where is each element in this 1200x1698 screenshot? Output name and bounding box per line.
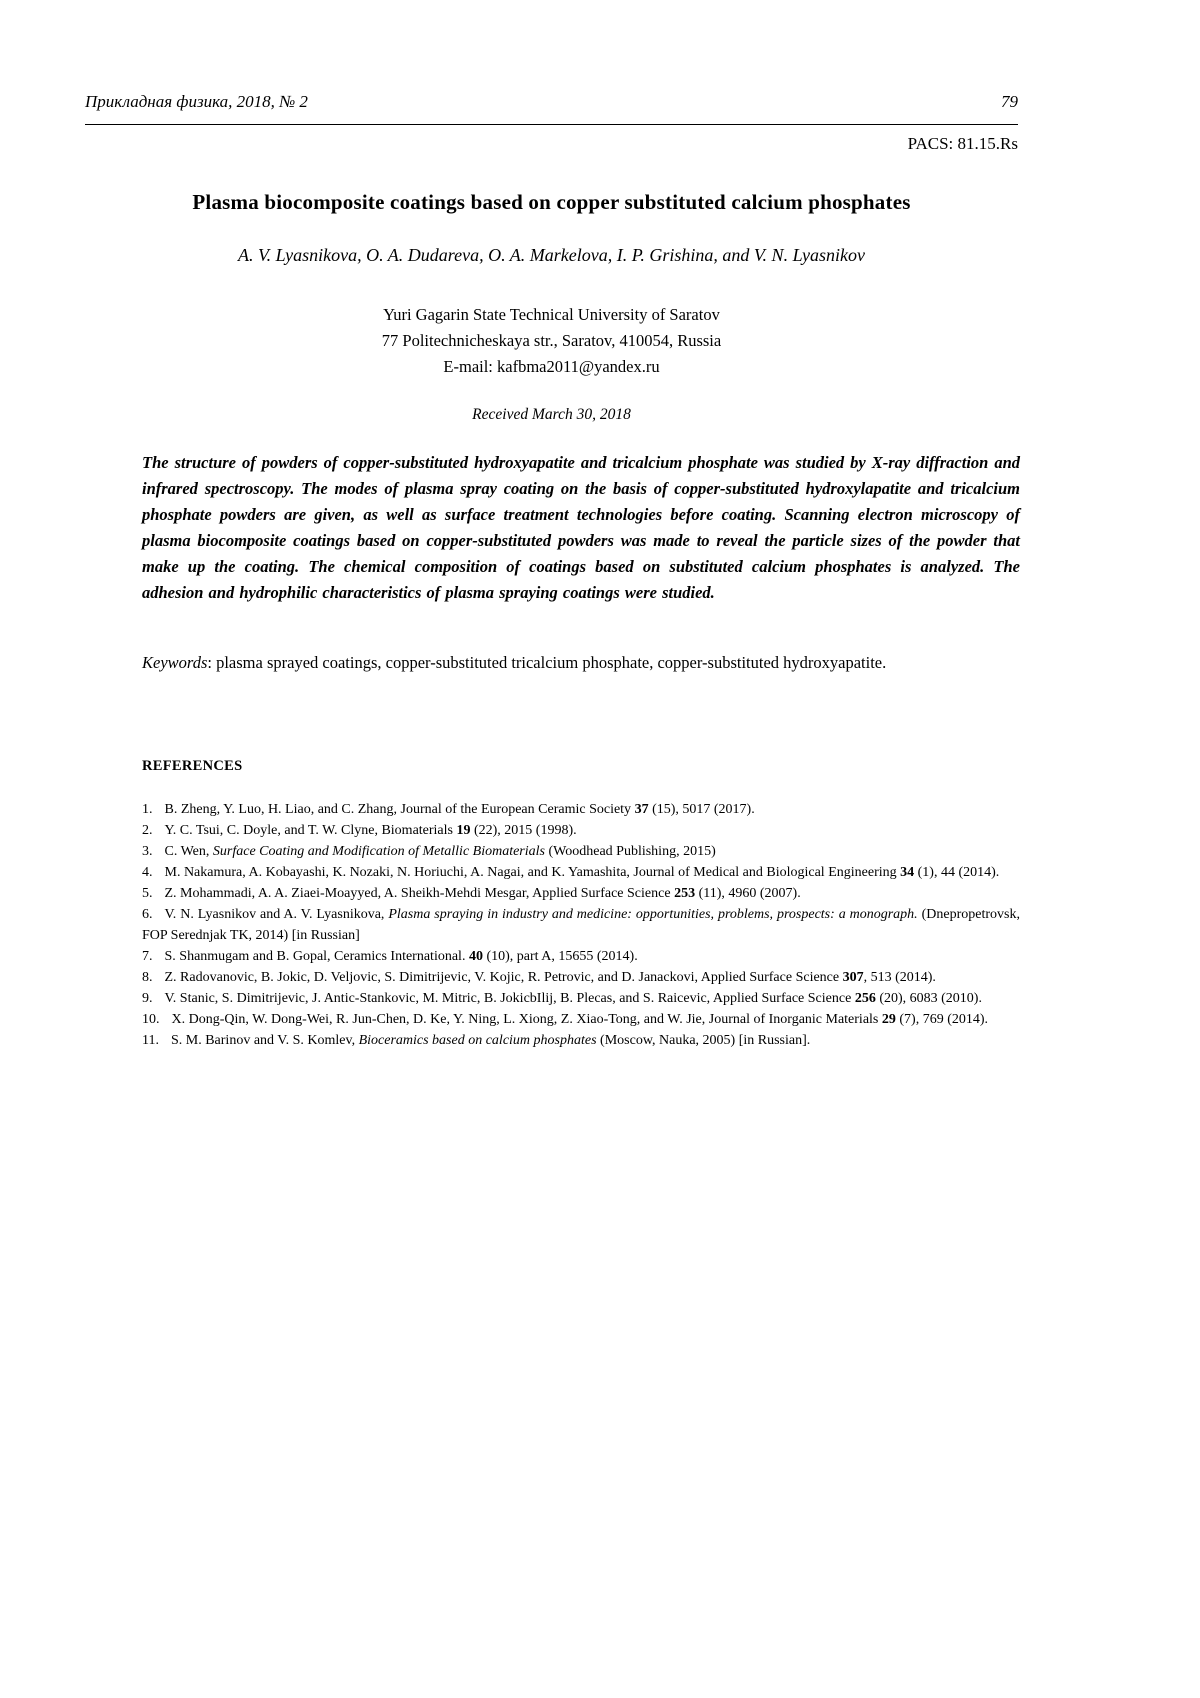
reference-text-segment: (1), 44 (2014). xyxy=(914,865,1000,880)
references-heading: REFERENCES xyxy=(142,758,243,774)
references-list xyxy=(142,799,1020,1051)
reference-number: 7. xyxy=(142,949,153,964)
reference-number: 8. xyxy=(142,970,153,985)
authors-line: A. V. Lyasnikova, O. A. Dudareva, O. A. Markelova, I. P. Grishina, and V. N. Lyasnikov xyxy=(237,245,866,265)
keywords-paragraph xyxy=(142,650,1020,676)
reference-text-segment: 19 xyxy=(456,823,471,838)
reference-text-segment: (10), part A, 15655 (2014). xyxy=(482,949,638,964)
reference-text-segment: (15), 5017 (2017). xyxy=(648,802,755,817)
reference-text-segment: 256 xyxy=(854,991,876,1006)
reference-number: 6. xyxy=(142,907,153,922)
reference-text-segment: (Moscow, Nauka, 2005) [in Russian]. xyxy=(596,1033,811,1048)
reference-item xyxy=(142,841,1020,862)
reference-number: 9. xyxy=(142,991,153,1006)
reference-text-segment: 37 xyxy=(634,802,649,817)
reference-text-segment: , 513 (2014). xyxy=(863,970,936,985)
reference-text-segment: Bioceramics based on calcium phosphates xyxy=(358,1033,597,1048)
reference-text-segment: X. Dong-Qin, W. Dong-Wei, R. Jun-Chen, D. Ke, Y. Ning, L. Xiong, Z. Xiao-Tong, and W. Jie, Journal of Inorganic Materials xyxy=(171,1012,882,1027)
affiliation-block xyxy=(85,302,1018,380)
page-number: 79 xyxy=(1001,92,1018,111)
pacs-code: PACS: 81.15.Rs xyxy=(907,134,1018,153)
references-section xyxy=(142,758,1020,1051)
reference-item xyxy=(142,1030,1020,1051)
reference-item xyxy=(142,946,1020,967)
reference-item xyxy=(142,799,1020,820)
reference-text-segment: S. M. Barinov and V. S. Komlev, xyxy=(170,1033,359,1048)
reference-text-segment: B. Zheng, Y. Luo, H. Liao, and C. Zhang, Journal of the European Ceramic Society xyxy=(164,802,635,817)
reference-item xyxy=(142,967,1020,988)
reference-text-segment: C. Wen, xyxy=(164,844,213,859)
affiliation-email: E-mail: kafbma2011@yandex.ru xyxy=(443,357,660,376)
received-date: Received March 30, 2018 xyxy=(472,406,631,423)
reference-text-segment: V. N. Lyasnikov and A. V. Lyasnikova, xyxy=(164,907,389,922)
reference-item xyxy=(142,904,1020,946)
reference-text-segment: V. Stanic, S. Dimitrijevic, J. Antic-Stankovic, M. Mitric, B. JokicbIlij, B. Plecas, and S. Raicevic, Applied Surface Science xyxy=(164,991,855,1006)
reference-number: 4. xyxy=(142,865,153,880)
affiliation-institution: Yuri Gagarin State Technical University of Saratov xyxy=(383,305,720,324)
reference-text-segment: 253 xyxy=(674,886,696,901)
header-rule xyxy=(85,124,1018,125)
reference-text-segment: (20), 6083 (2010). xyxy=(875,991,982,1006)
reference-text-segment: Z. Mohammadi, A. A. Ziaei-Moayyed, A. Sheikh-Mehdi Mesgar, Applied Surface Science xyxy=(164,886,675,901)
reference-item xyxy=(142,820,1020,841)
reference-text-segment: 29 xyxy=(881,1012,896,1027)
reference-text-segment: (22), 2015 (1998). xyxy=(470,823,577,838)
reference-item xyxy=(142,862,1020,883)
reference-item xyxy=(142,988,1020,1009)
keywords-label: Keywords xyxy=(142,653,208,672)
reference-text-segment: Surface Coating and Modification of Metallic Biomaterials xyxy=(212,844,545,859)
reference-text-segment: (Dnepropetrovsk, FOP Serednjak TK, 2014) [in Russian] xyxy=(142,907,1020,943)
article-title: Plasma biocomposite coatings based on copper substituted calcium phosphates xyxy=(192,190,911,214)
reference-number: 11. xyxy=(142,1033,159,1048)
keywords-text: : plasma sprayed coatings, copper-substituted tricalcium phosphate, copper-substituted hydroxyapatite. xyxy=(207,653,887,672)
affiliation-address: 77 Politechnicheskaya str., Saratov, 410054, Russia xyxy=(381,331,722,350)
running-head xyxy=(85,92,1018,112)
journal-name: Прикладная физика, 2018, № 2 xyxy=(85,92,308,111)
reference-text-segment: Z. Radovanovic, B. Jokic, D. Veljovic, S. Dimitrijevic, V. Kojic, R. Petrovic, and D. Janackovi, Applied Surface Science xyxy=(164,970,843,985)
reference-number: 1. xyxy=(142,802,153,817)
reference-text-segment: S. Shanmugam and B. Gopal, Ceramics International. xyxy=(164,949,469,964)
reference-text-segment: 307 xyxy=(842,970,864,985)
reference-text-segment: (11), 4960 (2007). xyxy=(695,886,801,901)
reference-number: 3. xyxy=(142,844,153,859)
reference-text-segment: M. Nakamura, A. Kobayashi, K. Nozaki, N. Horiuchi, A. Nagai, and K. Yamashita, Journal of Medical and Biological Engineering xyxy=(164,865,901,880)
reference-text-segment: Y. C. Tsui, C. Doyle, and T. W. Clyne, Biomaterials xyxy=(164,823,457,838)
reference-text-segment: (7), 769 (2014). xyxy=(895,1012,989,1027)
reference-item xyxy=(142,883,1020,904)
reference-item xyxy=(142,1009,1020,1030)
reference-text-segment: 40 xyxy=(468,949,483,964)
reference-text-segment: (Woodhead Publishing, 2015) xyxy=(544,844,716,859)
reference-number: 10. xyxy=(142,1012,160,1027)
reference-text-segment: 34 xyxy=(900,865,915,880)
reference-number: 2. xyxy=(142,823,153,838)
reference-text-segment: Plasma spraying in industry and medicine: opportunities, problems, prospects: a monograph. xyxy=(388,907,918,922)
abstract-paragraph: The structure of powders of copper-substituted hydroxyapatite and tricalcium phosphate was studied by X-ray diffraction and infrared spectroscopy. The modes of plasma spray coating on the basis of copper-substituted hydroxylapatite and tricalcium phosphate powders are given, as well as surface treatment technologies before coating. Scanning electron microscopy of plasma biocomposite coatings based on copper-substituted powders was made to reveal the particle sizes of the powder that make up the coating. The chemical composition of coatings based on substituted calcium phosphates is analyzed. The adhesion and hydrophilic characteristics of plasma spraying coatings were studied. xyxy=(142,453,1020,602)
reference-number: 5. xyxy=(142,886,153,901)
